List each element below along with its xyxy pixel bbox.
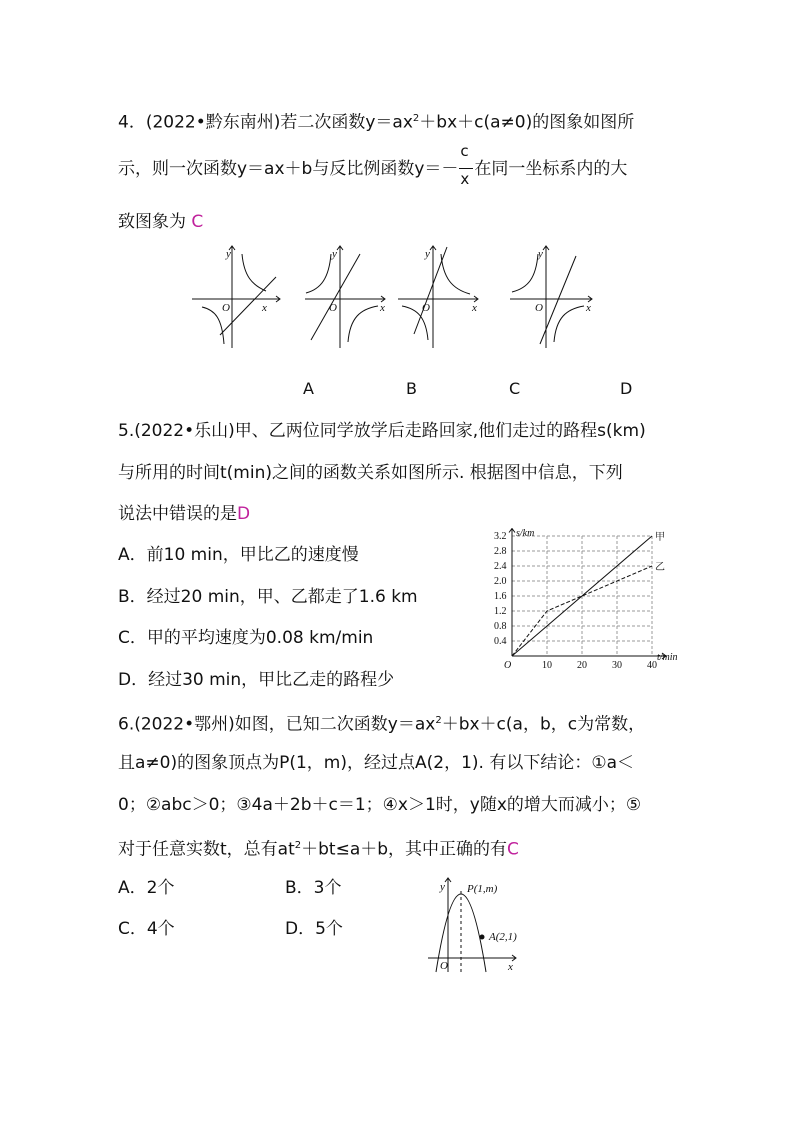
q5-answer: D [237,504,251,524]
graph-a-hyperbola-lower [202,307,224,344]
q6-sup-2: 2 [294,840,302,851]
q6-y-label: y [440,881,445,893]
y-tick-label-0.4: 0.4 [494,636,507,647]
q4-sup: 2 [412,113,420,124]
q6-x-label: x [508,961,513,973]
graph-b-x-label: x [380,302,385,314]
graph-a-origin: O [222,302,230,314]
q6-point-a-label: A(2,1) [489,931,517,943]
q5-option-d: D．经过30 min，甲比乙走的路程少 [118,670,395,690]
q5-line-3 [118,503,250,525]
y-tick-label-2.0: 2.0 [494,576,507,587]
q6-option-c: C．4个 [118,919,175,939]
graph-b-origin: O [329,302,337,314]
graph-d [510,246,592,348]
graph-d-y-label: y [538,248,543,260]
q6-line-3: 0；②abc＞0；③4a＋2b＋c＝1；④x＞1时，y随x的增大而减小；⑤ [118,795,642,815]
graph-b-y-label: y [332,248,337,260]
graph-b [305,246,385,348]
q5-option-c: C．甲的平均速度为0.08 km/min [118,628,374,648]
graph-label-a: A [303,379,314,398]
graph-b-hyperbola-lower [348,306,378,342]
series-label-yi: 乙 [655,562,665,573]
q5-option-a: A．前10 min，甲比乙的速度慢 [118,545,359,565]
graph-c-hyperbola-upper [441,254,470,294]
origin-label: O [504,660,512,668]
y-axis-label: s/km [516,528,535,539]
graph-d-hyperbola-lower [554,306,584,342]
q5-line-2: 与所用的时间t(min)之间的函数关系如图所示. 根据图中信息，下列 [118,463,623,483]
graph-a [192,246,280,348]
x-tick-label-30: 30 [612,660,622,668]
fraction-numerator: c [460,142,469,160]
y-tick-label-1.2: 1.2 [494,606,507,617]
q6-option-a: A．2个 [118,878,175,898]
graph-a-y-label: y [226,248,231,260]
q6-line-1-suffix: ＋bx＋c(a，b，c为常数， [441,714,646,735]
graph-label-d: D [620,379,633,398]
q4-line-1-prefix: 4．(2022•黔东南州)若二次函数y＝ax [118,112,413,133]
x-tick-label-20: 20 [577,660,587,668]
graph-d-x-label: x [586,302,591,314]
q4-line-2-prefix: 示，则一次函数y＝ax＋b与反比例函数y＝－ [118,159,459,179]
y-tick-label-2.4: 2.4 [494,561,507,572]
q6-vertex-label: P(1,m) [467,883,498,895]
y-tick-label-2.8: 2.8 [494,546,507,557]
y-tick-label-3.2: 3.2 [494,531,507,542]
q6-line-1-prefix: 6.(2022•鄂州)如图，已知二次函数y＝ax [118,714,436,735]
graph-d-origin: O [535,302,543,314]
q4-line-1-suffix: ＋bx＋c(a≠0)的图象如图所 [419,112,635,133]
q4-line-2-suffix: 在同一坐标系内的大 [474,159,628,179]
q6-origin: O [440,960,448,972]
graph-label-b: B [406,379,417,398]
q6-answer: C [507,839,519,860]
graph-c-x-label: x [472,302,477,314]
q6-line-4-prefix: 对于任意实数t，总有at [118,839,295,860]
q5-option-b: B．经过20 min，甲、乙都走了1.6 km [118,587,418,607]
x-axis-label: t/min [657,652,678,663]
graph-c-y-label: y [425,248,430,260]
y-tick-label-0.8: 0.8 [494,621,507,632]
graph-a-hyperbola-upper [242,254,266,291]
graph-b-hyperbola-upper [306,254,331,293]
q5-line-1: 5.(2022•乐山)甲、乙两位同学放学后走路回家,他们走过的路程s(km) [118,421,646,441]
q4-line-3-text: 致图象为 [118,212,186,232]
graph-c-origin: O [422,302,430,314]
q6-option-b: B．3个 [285,878,342,898]
q5-line-3-text: 说法中错误的是 [118,504,237,524]
graph-b-line [311,254,360,340]
chart-labels [494,528,678,668]
x-tick-label-40: 40 [647,660,657,668]
fraction-denominator: x [460,170,470,188]
graph-label-c: C [509,379,521,398]
graph-d-line [540,256,576,344]
series-label-jia: 甲 [655,532,665,543]
distance-time-chart [480,528,710,668]
q6-sup-1: 2 [435,715,442,726]
q6-line-2: 且a≠0)的图象顶点为P(1，m)，经过点A(2，1). 有以下结论：①a＜ [118,753,634,773]
q4-answer: C [191,212,204,232]
graph-d-hyperbola-upper [512,254,538,292]
q6-line-4-suffix: ＋bt≤a＋b，其中正确的有 [301,839,508,860]
graph-a-x-label: x [262,302,267,314]
chart-axes [509,529,666,660]
q6-option-d: D．5个 [285,919,343,939]
graph-c [398,246,478,348]
graph-c-line [414,247,447,334]
q6-line-1 [118,710,645,736]
y-tick-label-1.6: 1.6 [494,591,507,602]
x-tick-label-10: 10 [542,660,552,668]
q6-line-4 [118,835,519,861]
